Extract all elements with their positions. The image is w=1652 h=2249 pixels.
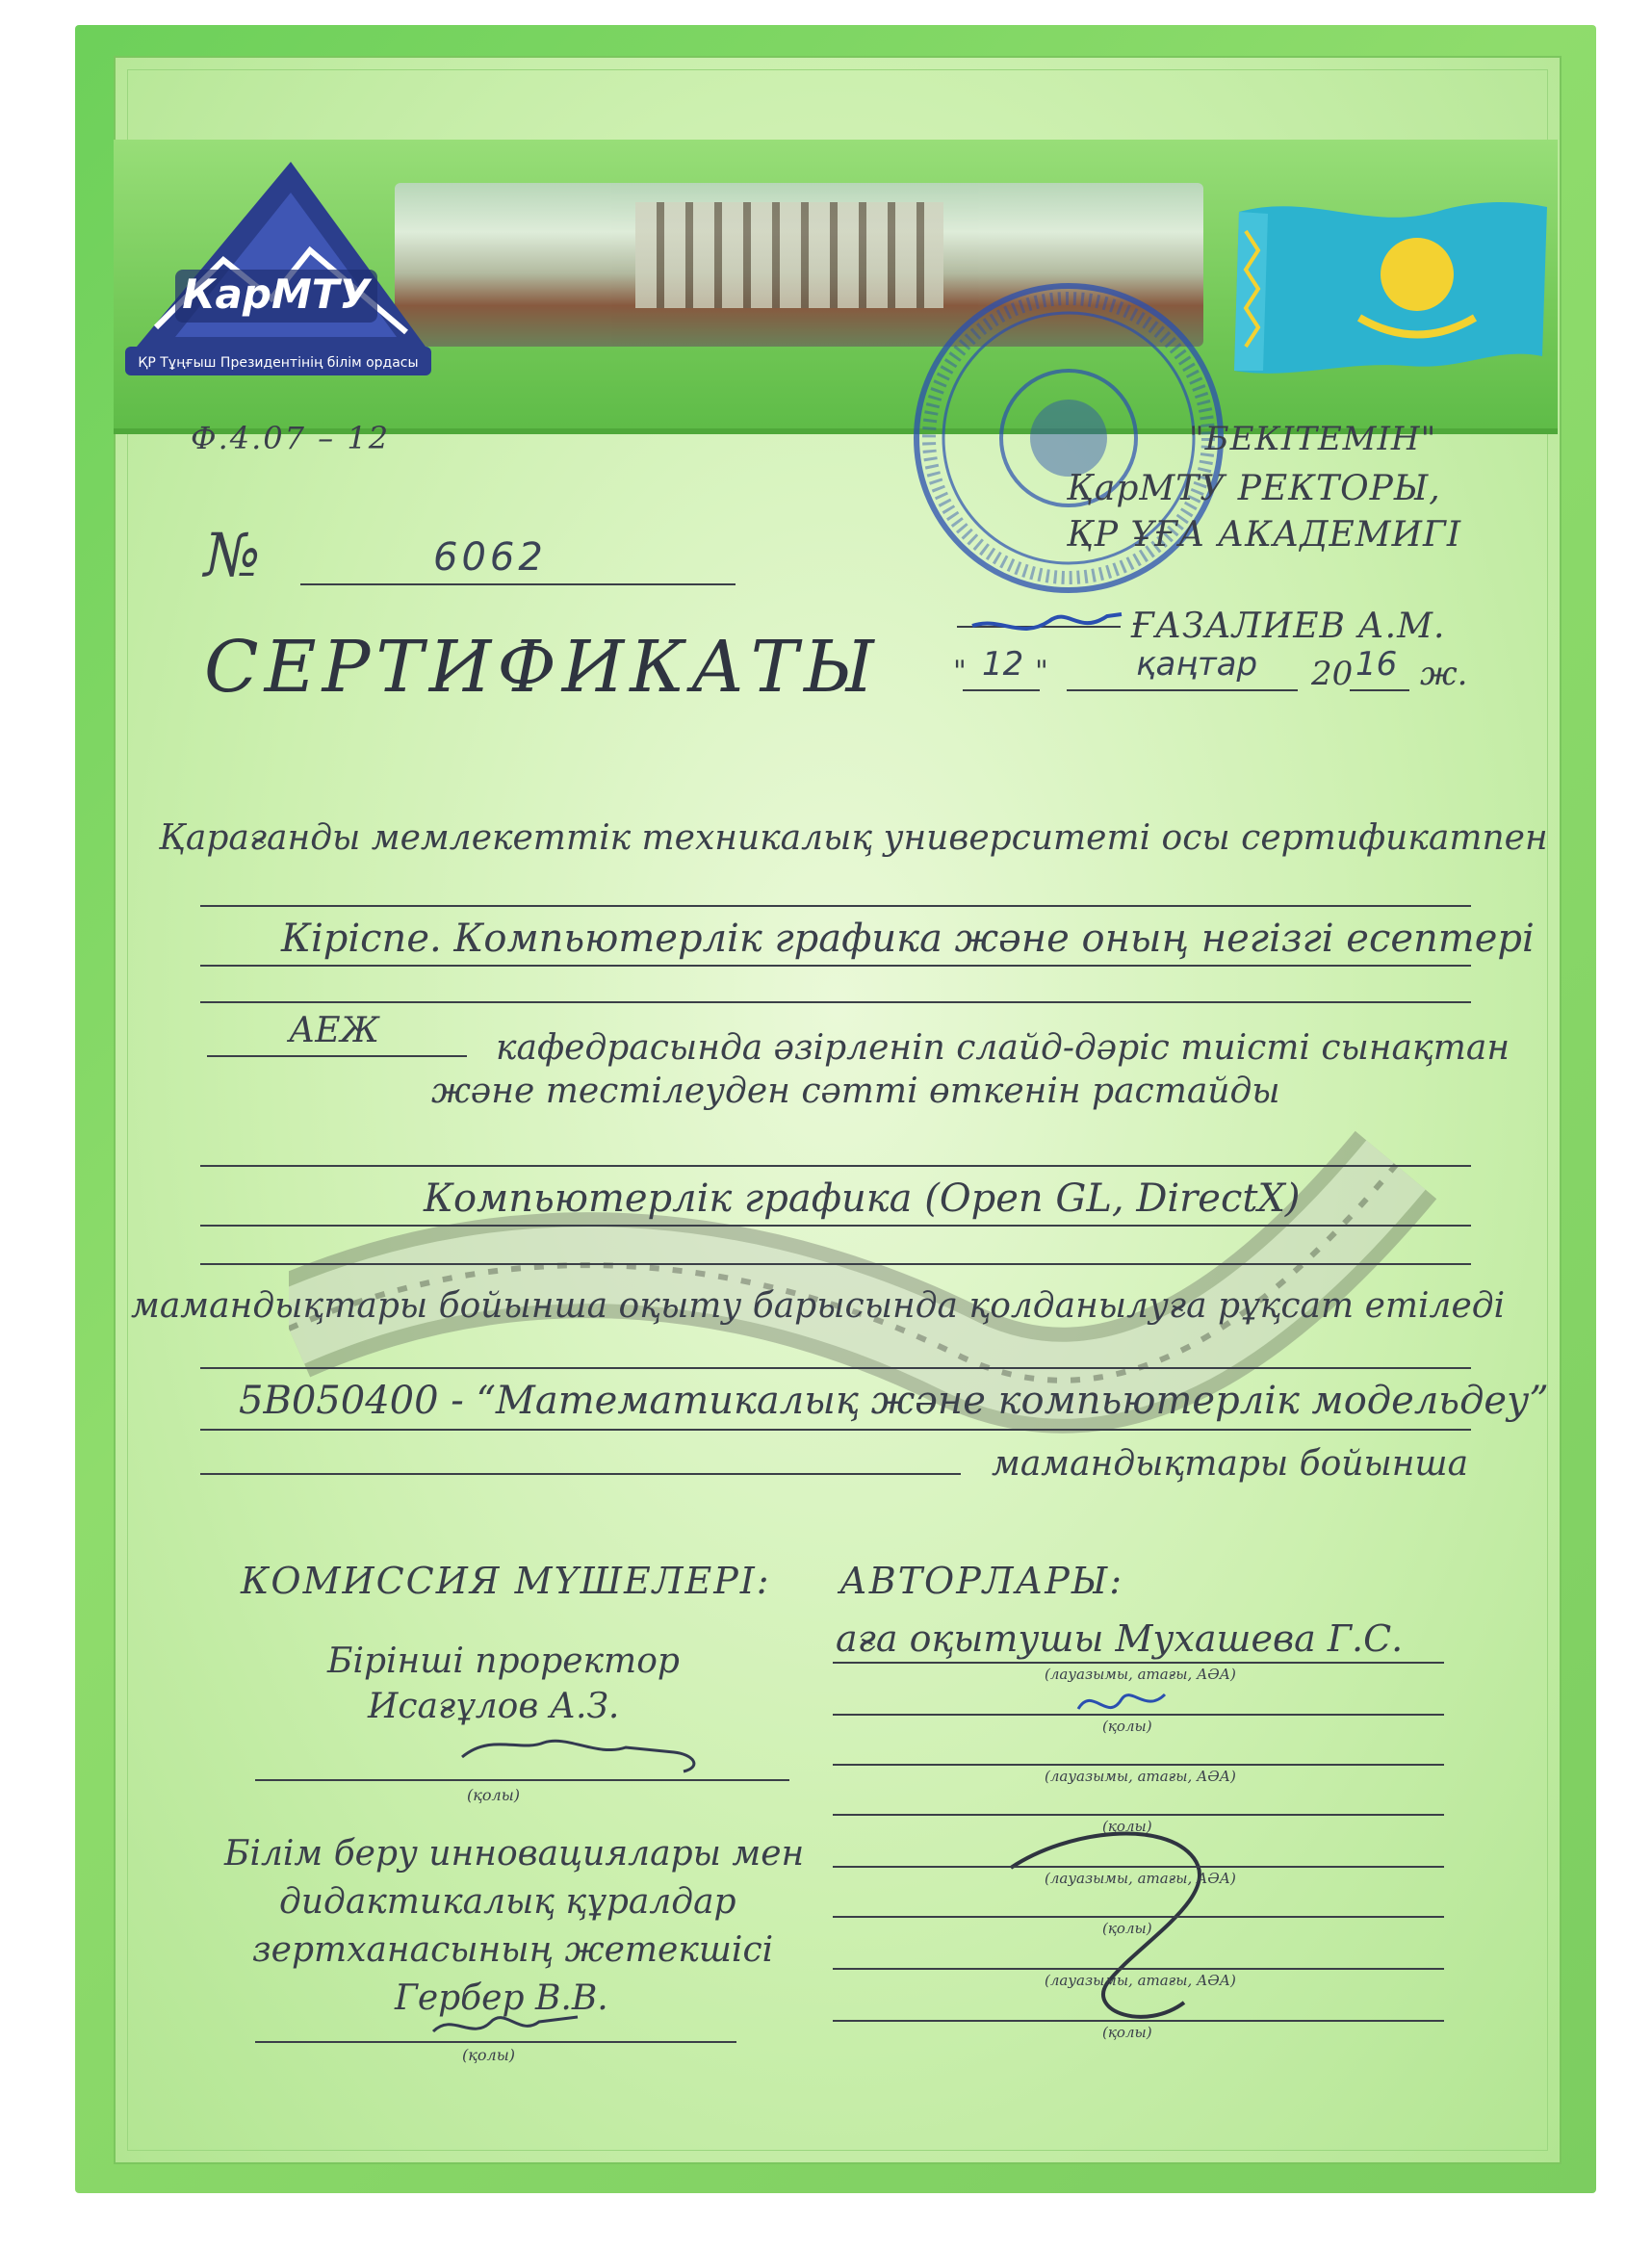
author1-line xyxy=(833,1662,1444,1664)
discipline-line xyxy=(200,1225,1471,1227)
date-day: 12 xyxy=(982,645,1024,684)
author3-signature-caption: (қолы) xyxy=(1102,1920,1152,1937)
specialty-suffix-line xyxy=(200,1473,961,1475)
author-1: аға оқытушы Мухашева Г.С. xyxy=(836,1617,1404,1660)
kazakhstan-flag-icon xyxy=(1225,193,1557,385)
author4-signature-line xyxy=(833,2020,1444,2022)
department-text-1: кафедрасында әзірленіп слайд-дәріс тиісті сынақтан xyxy=(496,1028,1510,1068)
member1-signature-line xyxy=(255,1779,789,1781)
approval-line-3: ҚР ҰҒА АКАДЕМИГІ xyxy=(1067,515,1462,555)
department-text-2: және тестілеуден сәтті өткенін растайды xyxy=(431,1072,1280,1111)
author4-signature-caption: (қолы) xyxy=(1102,2024,1152,2041)
number-label: № xyxy=(204,520,261,590)
certificate-title: СЕРТИФИКАТЫ xyxy=(204,626,880,709)
date-year-line xyxy=(1350,689,1409,691)
date-open-quote: " xyxy=(953,655,967,688)
commission-member1-title: Бірінші проректор xyxy=(327,1642,680,1681)
author2-signature-caption: (қолы) xyxy=(1102,1818,1152,1835)
rector-name: ҒАЗАЛИЕВ А.М. xyxy=(1131,607,1446,646)
member1-signature-caption: (қолы) xyxy=(467,1786,521,1804)
date-month-line xyxy=(1067,689,1298,691)
author3-signature-line xyxy=(833,1916,1444,1918)
commission-member2-line1: Білім беру инновациялары мен xyxy=(224,1834,805,1874)
svg-text:КарМТУ: КарМТУ xyxy=(182,271,371,318)
author2-line xyxy=(833,1764,1444,1766)
commission-heading: КОМИССИЯ МҮШЕЛЕРІ: xyxy=(241,1560,771,1602)
form-code: Ф.4.07 – 12 xyxy=(191,420,391,456)
commission-member1-name: Исағұлов А.З. xyxy=(368,1687,620,1726)
blank-line xyxy=(200,1367,1471,1369)
discipline-name: Компьютерлік графика (Open GL, DirectX) xyxy=(424,1176,1301,1221)
author1-signature-line xyxy=(833,1714,1444,1716)
author1-position-caption: (лауазымы, атағы, АӘА) xyxy=(1045,1666,1236,1683)
commission-member2-name: Гербер В.В. xyxy=(395,1978,608,2018)
blank-line xyxy=(200,905,1471,907)
blank-line xyxy=(200,1165,1471,1167)
blank-line xyxy=(200,1001,1471,1003)
course-title: Кіріспе. Компьютерлік графика және оның негізгі есептері xyxy=(281,917,1535,961)
department-line xyxy=(207,1055,467,1057)
date-month: қаңтар xyxy=(1136,645,1258,684)
date-unit: ж. xyxy=(1420,655,1468,693)
date-year-suffix: 16 xyxy=(1355,645,1398,684)
date-year-prefix: 20 xyxy=(1311,655,1354,693)
date-day-line xyxy=(963,689,1040,691)
date-close-quote: " xyxy=(1035,655,1048,688)
specialty-line xyxy=(200,1429,1471,1431)
member2-signature-caption: (қолы) xyxy=(462,2046,516,2064)
author1-signature-caption: (қолы) xyxy=(1102,1718,1152,1735)
specialty: 5B050400 - “Математикалық және компьютерлік модельдеу” xyxy=(239,1379,1549,1423)
author3-position-caption: (лауазымы, атағы, АӘА) xyxy=(1045,1870,1236,1887)
department-abbr: АЕЖ xyxy=(289,1011,379,1050)
commission-member2-line3: зертханасының жетекшісі xyxy=(252,1930,774,1970)
usage-text: мамандықтары бойынша оқыту барысында қолданылуға рұқсат етіледі xyxy=(131,1286,1506,1326)
author2-position-caption: (лауазымы, атағы, АӘА) xyxy=(1045,1768,1236,1785)
blank-line xyxy=(200,1263,1471,1265)
karmtu-logo xyxy=(117,154,435,380)
approval-line-1: "БЕКІТЕМІН" xyxy=(1189,420,1437,458)
author3-line xyxy=(833,1866,1444,1868)
author4-position-caption: (лауазымы, атағы, АӘА) xyxy=(1045,1972,1236,1989)
certificate-number: 6062 xyxy=(433,535,547,580)
authors-heading: АВТОРЛАРЫ: xyxy=(839,1560,1124,1602)
svg-text:ҚР Тұңғыш Президентінің білім: ҚР Тұңғыш Президентінің білім ордасы xyxy=(138,355,419,371)
specialty-suffix: мамандықтары бойынша xyxy=(992,1444,1469,1484)
intro-text: Қарағанды мемлекеттік техникалық университеті осы сертификатпен xyxy=(159,818,1548,858)
member2-signature-line xyxy=(255,2041,736,2043)
author4-line xyxy=(833,1968,1444,1970)
commission-member2-line2: дидактикалық құралдар xyxy=(279,1882,736,1922)
number-line xyxy=(300,583,736,585)
course-title-line xyxy=(200,965,1471,967)
approval-line-2: ҚарМТУ РЕКТОРЫ, xyxy=(1067,469,1441,508)
